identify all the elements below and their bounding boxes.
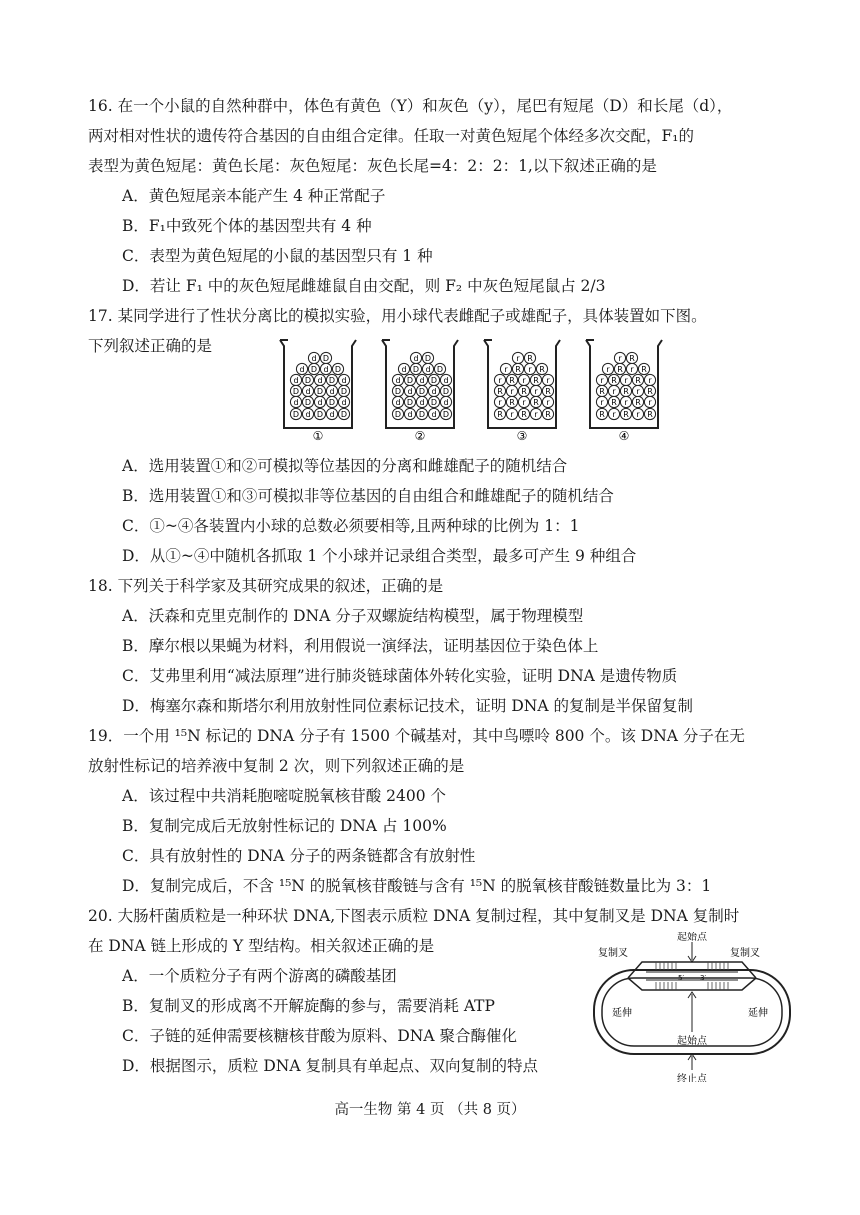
ball-letter: D	[292, 387, 300, 397]
q19-stem-line-2: 放射性标记的培养液中复制 2 次，则下列叙述正确的是	[88, 757, 465, 775]
ball-letter: d	[311, 354, 317, 364]
beaker-1	[280, 340, 356, 443]
label-extend-right: 延伸	[748, 1008, 768, 1019]
ball-letter: D	[310, 365, 318, 375]
ball-letter: R	[545, 387, 551, 397]
ball-letter: R	[521, 387, 527, 397]
q18-option-b: B．摩尔根以果蝇为材料，利用假说一演绎法，证明基因位于染色体上	[122, 637, 599, 655]
ball-letter: d	[443, 376, 449, 386]
ball-letter: r	[534, 410, 538, 420]
bubble-hatching	[656, 962, 728, 990]
ball-letter: r	[498, 398, 502, 408]
q19-option-d: D．复制完成后，不含 ¹⁵N 的脱氧核苷酸链与含有 ¹⁵N 的脱氧核苷酸链数量比为 3：1	[122, 877, 712, 895]
ball-letter: R	[533, 376, 539, 386]
ball-letter: D	[328, 376, 336, 386]
q16-stem-line-3: 表型为黄色短尾：黄色长尾：灰色短尾：灰色长尾=4：2：2：1,以下叙述正确的是	[88, 157, 657, 175]
ball-letter: r	[636, 387, 640, 397]
q20-stem-line-2: 在 DNA 链上形成的 Y 型结构。相关叙述正确的是	[88, 937, 435, 955]
ball-letter: d	[419, 398, 425, 408]
ball-letter: D	[334, 365, 342, 375]
q20-option-d: D．根据图示，质粒 DNA 复制具有单起点、双向复制的特点	[122, 1057, 538, 1075]
ball-letter: D	[394, 410, 402, 420]
ball-letter: d	[305, 410, 311, 420]
ball-letter: R	[623, 387, 629, 397]
ball-letter: d	[431, 387, 437, 397]
ball-letter: D	[406, 398, 414, 408]
ball-letter: r	[648, 376, 652, 386]
ball-letter: d	[305, 387, 311, 397]
q16-option-b: B．F₁中致死个体的基因型共有 4 种	[122, 217, 372, 235]
ball-letter: r	[624, 376, 628, 386]
q19-option-a: A．该过程中共消耗胞嘧啶脱氧核苷酸 2400 个	[122, 787, 446, 805]
ball-letter: D	[340, 387, 348, 397]
ball-letter: R	[509, 376, 515, 386]
beaker-4	[586, 340, 662, 443]
q18-option-a: A．沃森和克里克制作的 DNA 分子双螺旋结构模型，属于物理模型	[122, 607, 584, 625]
ball-letter: D	[418, 387, 426, 397]
ball-letter: d	[395, 376, 401, 386]
ball-letter: d	[329, 410, 335, 420]
ball-letter: d	[443, 398, 449, 408]
q20-stem-line-1: 20. 大肠杆菌质粒是一种环状 DNA,下图表示质粒 DNA 复制过程，其中复制叉是 DNA 复制时	[88, 907, 740, 925]
label-extend-left: 延伸	[612, 1008, 632, 1019]
ball-letter: R	[623, 410, 629, 420]
label-end-right: 3′	[700, 974, 707, 982]
ball-letter: D	[304, 376, 312, 386]
ball-letter: R	[515, 365, 521, 375]
beaker-3-label: ③	[516, 429, 528, 443]
ball-letter: r	[624, 398, 628, 408]
ball-letter: R	[497, 387, 503, 397]
ball-letter: R	[629, 354, 635, 364]
q19-stem-line-1: 19．一个用 ¹⁵N 标记的 DNA 分子有 1500 个碱基对，其中鸟嘌呤 800 个。该 DNA 分子在无	[88, 727, 745, 745]
ball-letter: D	[304, 398, 312, 408]
ball-letter: R	[521, 410, 527, 420]
ball-letter: r	[528, 365, 532, 375]
q16-stem-line-1: 16. 在一个小鼠的自然种群中，体色有黄色（Y）和灰色（y），尾巴有短尾（D）和长尾（d），	[88, 97, 733, 115]
label-terminus: 终止点	[677, 1074, 707, 1082]
ball-letter: r	[606, 365, 610, 375]
label-bottom-origin: 起始点	[677, 1036, 707, 1047]
ball-letter: d	[401, 365, 407, 375]
ball-letter: r	[612, 410, 616, 420]
ball-letter: r	[534, 387, 538, 397]
ball-letter: d	[431, 410, 437, 420]
ball-letter: D	[406, 376, 414, 386]
ball-letter: r	[516, 354, 520, 364]
ball-letter: D	[328, 398, 336, 408]
page-footer: 高一生物 第 4 页 （共 8 页）	[334, 1102, 526, 1118]
ball-letter: R	[497, 410, 503, 420]
ball-letter: D	[412, 365, 420, 375]
beakers-illustration	[274, 336, 664, 446]
beaker-2-label: ②	[414, 429, 426, 443]
ball-letter: R	[509, 398, 515, 408]
q17-stem-line-1: 17. 某同学进行了性状分离比的模拟实验，用小球代表雌配子或雄配子，具体装置如下图。	[88, 307, 707, 325]
ball-letter: D	[436, 365, 444, 375]
q16-option-a: A．黄色短尾亲本能产生 4 种正常配子	[122, 187, 386, 205]
beaker-2	[382, 340, 458, 443]
ball-letter: D	[442, 387, 450, 397]
ball-letter: D	[442, 410, 450, 420]
ball-letter: R	[539, 365, 545, 375]
beaker-1-label: ①	[312, 429, 324, 443]
ball-letter: D	[316, 410, 324, 420]
ball-letter: d	[299, 365, 305, 375]
ball-letter: D	[292, 410, 300, 420]
q19-option-b: B．复制完成后无放射性标记的 DNA 占 100%	[122, 817, 447, 835]
ball-letter: D	[316, 387, 324, 397]
ball-letter: R	[599, 410, 605, 420]
ball-letter: D	[322, 354, 330, 364]
ball-letter: r	[504, 365, 508, 375]
q18-option-d: D．梅塞尔森和斯塔尔利用放射性同位素标记技术，证明 DNA 的复制是半保留复制	[122, 697, 693, 715]
ball-letter: d	[419, 376, 425, 386]
ball-letter: R	[533, 398, 539, 408]
ball-letter: r	[618, 354, 622, 364]
ball-letter: r	[600, 398, 604, 408]
ball-letter: d	[329, 387, 335, 397]
ball-letter: D	[424, 354, 432, 364]
ball-letter: D	[430, 376, 438, 386]
q19-option-c: C．具有放射性的 DNA 分子的两条链都含有放射性	[122, 847, 476, 865]
ball-letter: r	[612, 387, 616, 397]
ball-letter: D	[430, 398, 438, 408]
ball-letter: r	[546, 376, 550, 386]
beaker-4-label: ④	[618, 429, 630, 443]
ball-letter: d	[413, 354, 419, 364]
ball-letter: R	[545, 410, 551, 420]
q20-option-c: C．子链的延伸需要核糖核苷酸为原料、DNA 聚合酶催化	[122, 1027, 517, 1045]
q16-option-c: C．表型为黄色短尾的小鼠的基因型只有 1 种	[122, 247, 433, 265]
ball-letter: r	[600, 376, 604, 386]
q16-stem-line-2: 两对相对性状的遗传符合基因的自由组合定律。任取一对黄色短尾个体经多次交配，F₁的	[88, 127, 694, 145]
ball-letter: D	[418, 410, 426, 420]
ball-letter: R	[647, 410, 653, 420]
q20-option-a: A．一个质粒分子有两个游离的磷酸基团	[122, 967, 397, 985]
ball-letter: d	[293, 398, 299, 408]
ball-letter: R	[617, 365, 623, 375]
label-fork-left: 复制叉	[598, 948, 628, 959]
ball-letter: d	[323, 365, 329, 375]
ball-letter: d	[317, 398, 323, 408]
ball-letter: d	[317, 376, 323, 386]
ball-letter: d	[293, 376, 299, 386]
q18-option-c: C．艾弗里利用“减法原理”进行肺炎链球菌体外转化实验，证明 DNA 是遗传物质	[122, 667, 678, 685]
label-top-origin: 起始点	[677, 932, 707, 943]
label-end-left: 5′	[678, 974, 685, 982]
ball-letter: r	[498, 376, 502, 386]
ball-letter: d	[425, 365, 431, 375]
ball-letter: r	[630, 365, 634, 375]
q18-stem: 18. 下列关于科学家及其研究成果的叙述，正确的是	[88, 577, 444, 595]
ball-letter: R	[527, 354, 533, 364]
q17-option-b: B．选用装置①和③可模拟非等位基因的自由组合和雌雄配子的随机结合	[122, 487, 614, 505]
q17-option-d: D．从①~④中随机各抓取 1 个小球并记录组合类型，最多可产生 9 种组合	[122, 547, 637, 565]
ball-letter: R	[611, 398, 617, 408]
beaker-3	[484, 340, 560, 443]
ball-letter: R	[635, 376, 641, 386]
ball-letter: r	[510, 387, 514, 397]
ball-letter: R	[647, 387, 653, 397]
ball-letter: d	[407, 410, 413, 420]
ball-letter: r	[648, 398, 652, 408]
ball-letter: R	[611, 376, 617, 386]
ball-letter: r	[522, 376, 526, 386]
ball-letter: R	[635, 398, 641, 408]
ball-letter: d	[341, 398, 347, 408]
label-fork-right: 复制叉	[730, 948, 760, 959]
ball-letter: R	[641, 365, 647, 375]
plasmid-replication-diagram	[580, 932, 800, 1082]
q17-stem-line-2: 下列叙述正确的是	[88, 337, 213, 355]
plasmid-diagram-svg	[580, 932, 800, 1082]
q16-option-d: D．若让 F₁ 中的灰色短尾雌雄鼠自由交配，则 F₂ 中灰色短尾鼠占 2/3	[122, 277, 606, 295]
ball-letter: D	[340, 410, 348, 420]
q17-option-a: A．选用装置①和②可模拟等位基因的分离和雌雄配子的随机结合	[122, 457, 568, 475]
ball-letter: r	[546, 398, 550, 408]
ball-letter: d	[407, 387, 413, 397]
ball-letter: r	[510, 410, 514, 420]
ball-letter: r	[636, 410, 640, 420]
beaker-figure	[274, 336, 664, 446]
ball-letter: R	[599, 387, 605, 397]
q17-option-c: C．①~④各装置内小球的总数必须要相等,且两种球的比例为 1：1	[122, 517, 580, 535]
ball-letter: D	[394, 387, 402, 397]
ball-letter: d	[395, 398, 401, 408]
ball-letter: d	[341, 376, 347, 386]
q20-option-b: B．复制叉的形成离不开解旋酶的参与，需要消耗 ATP	[122, 997, 495, 1015]
ball-letter: r	[522, 398, 526, 408]
